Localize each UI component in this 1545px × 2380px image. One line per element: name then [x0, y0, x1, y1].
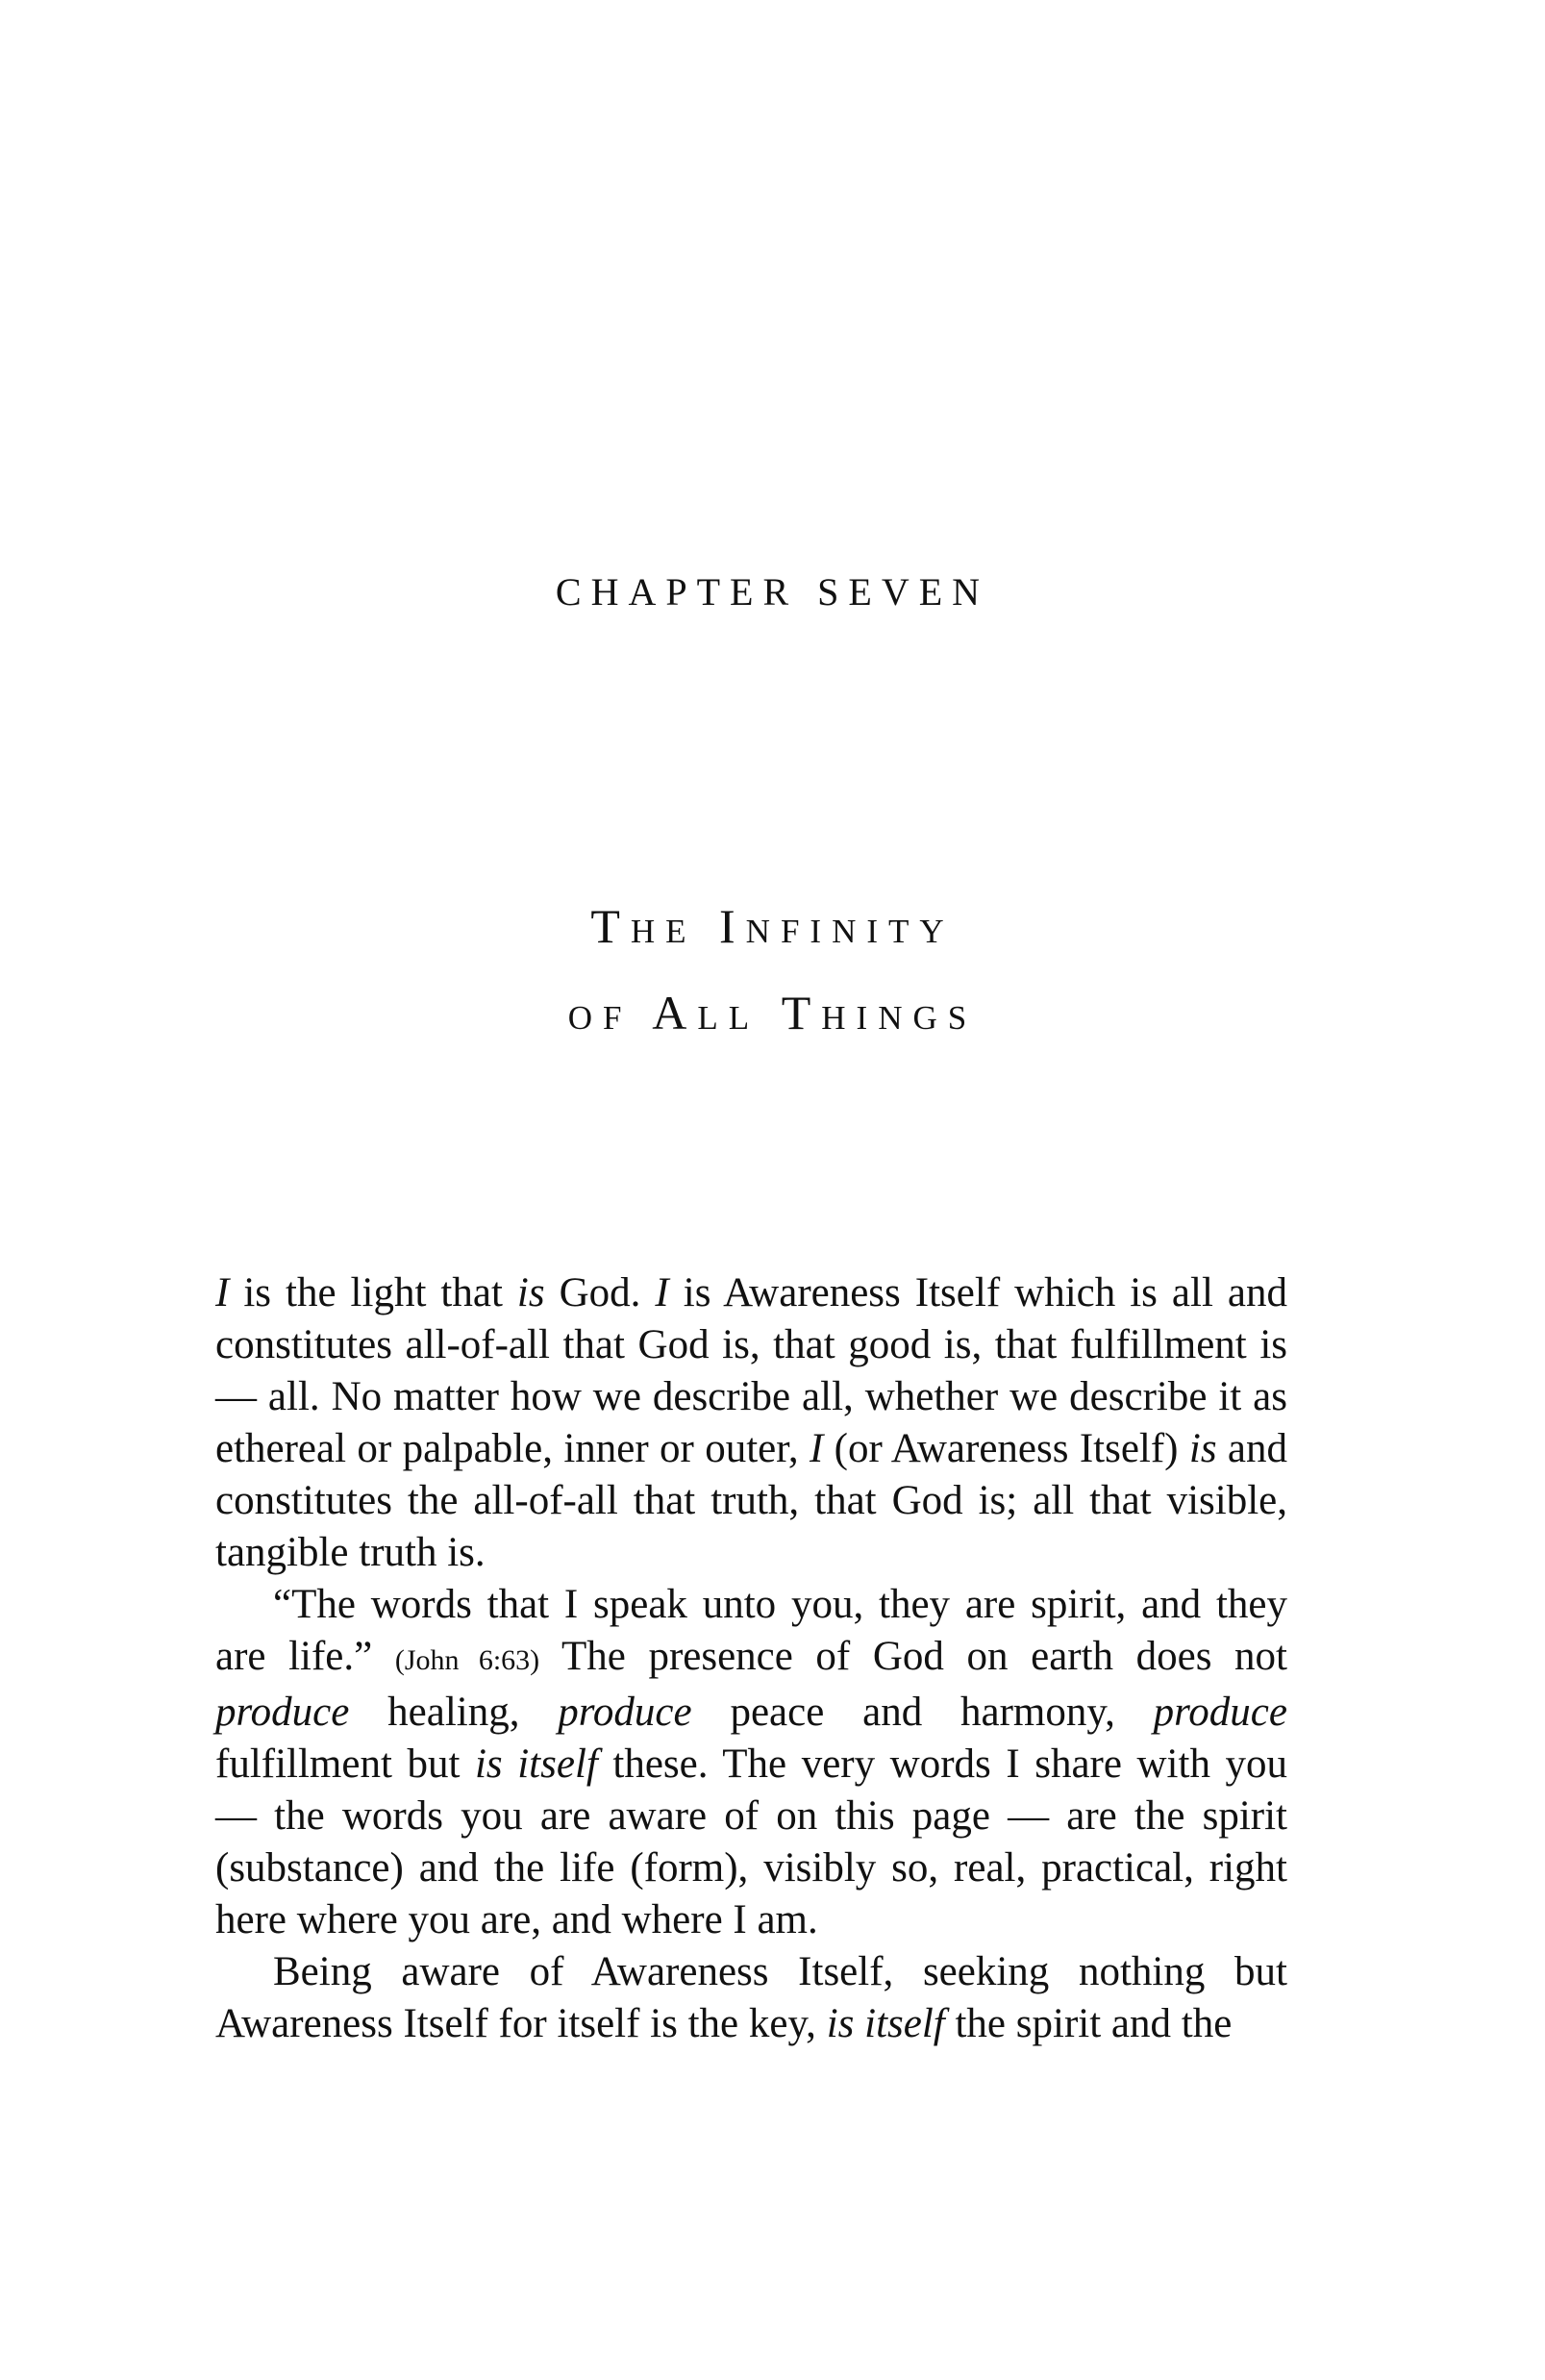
chapter-title	[0, 883, 1545, 1056]
paragraph-1	[215, 1267, 1287, 1579]
text-run: is itself	[474, 1741, 598, 1787]
paragraph-2	[215, 1579, 1287, 1946]
text-run: the spirit and the	[944, 2001, 1233, 2046]
text-run: produce	[215, 1690, 350, 1735]
text-run: is Awareness Itself which is all and constitutes all-of-all that God is, that good is, that fulfillment is — all. No matter how we describe all, whether we describe it as ethereal or palpable, inner or outer,	[215, 1270, 1287, 1471]
chapter-title-line-1: The Infinity	[590, 899, 955, 953]
chapter-label: CHAPTER SEVEN	[555, 570, 990, 614]
text-run: I	[655, 1270, 669, 1315]
text-run: produce	[1153, 1690, 1287, 1735]
paragraph-3	[215, 1946, 1287, 2050]
text-run: (or Awareness Itself)	[823, 1426, 1189, 1471]
text-run: The presence of God on earth does not	[539, 1634, 1288, 1679]
text-run: is	[516, 1270, 545, 1315]
text-run: I	[215, 1270, 230, 1315]
text-run: peace and harmony,	[691, 1690, 1154, 1735]
text-run: these. The very words I share with you — the words you are aware of on this page — are the spirit (substance) and the life (form), visibly so, real, practical, right here where you are, and where I am.	[215, 1741, 1287, 1942]
text-run: produce	[558, 1690, 692, 1735]
chapter-title-line-2: of All Things	[567, 986, 978, 1040]
text-run: fulfillment but	[215, 1741, 475, 1787]
text-run: God.	[544, 1270, 656, 1315]
text-run: is the light that	[229, 1270, 517, 1315]
text-run: is itself	[826, 2001, 945, 2046]
text-run: healing,	[349, 1690, 559, 1735]
text-run: is	[1188, 1426, 1217, 1471]
text-run: and constitutes the all-of-all that truth, that God is; all that visible, tangible truth is.	[215, 1426, 1288, 1575]
text-run: I	[809, 1426, 824, 1471]
chapter-body	[215, 1267, 1287, 2050]
text-run: “The words that I speak unto you, they are spirit, and they are life.”	[215, 1582, 1287, 1679]
scripture-reference: (John 6:63)	[394, 1644, 540, 1676]
text-run: Being aware of Awareness Itself, seeking nothing but Awareness Itself for itself is the key,	[215, 1949, 1287, 2046]
